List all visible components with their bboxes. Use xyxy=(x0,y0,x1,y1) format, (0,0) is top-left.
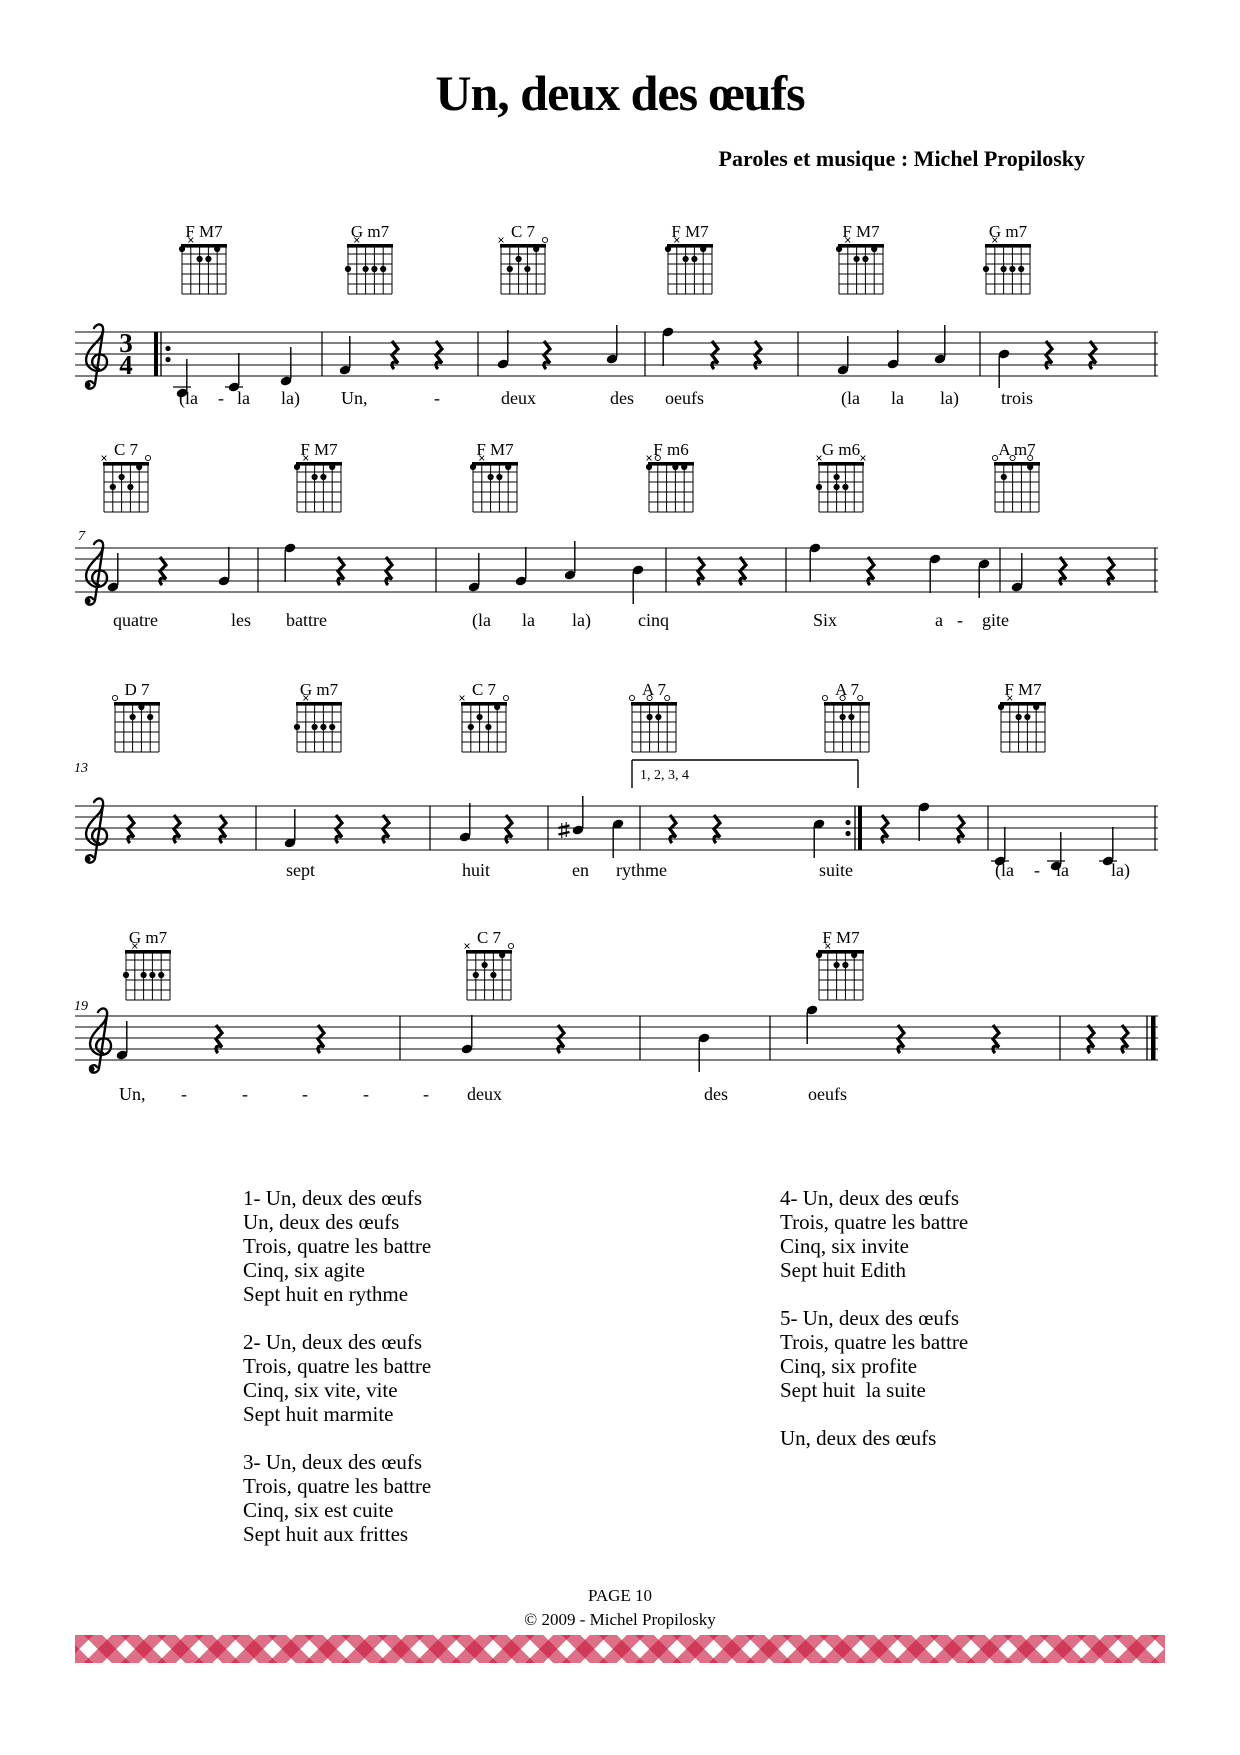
chord-diagram xyxy=(499,222,548,294)
verse-line xyxy=(780,1282,968,1306)
quarter-note-icon xyxy=(461,1015,474,1055)
lyric-syllable: - xyxy=(363,1084,369,1104)
verse-line: Sept huit en rythme xyxy=(243,1282,409,1306)
finger-dot xyxy=(494,704,500,710)
treble-clef-icon xyxy=(85,324,107,388)
quarter-note-icon xyxy=(918,801,931,841)
music-system xyxy=(74,680,1158,881)
quarter-note-icon xyxy=(218,547,231,587)
lyric-syllable: deux xyxy=(467,1084,502,1104)
lyric-syllable: - xyxy=(434,388,440,408)
chord-name: F M7 xyxy=(671,222,709,241)
verses-column-right xyxy=(780,1186,968,1450)
finger-dot xyxy=(470,464,476,470)
lyric-syllable: a xyxy=(935,610,943,630)
finger-dot xyxy=(149,972,155,978)
verse-line xyxy=(780,1402,968,1426)
copyright-notice: © 2009 - Michel Propilosky xyxy=(524,1610,716,1629)
finger-dot xyxy=(477,714,483,720)
chord-diagram xyxy=(102,440,151,512)
volta-label: 1, 2, 3, 4 xyxy=(640,768,689,783)
quarter-note-icon xyxy=(515,547,528,587)
lyric-syllable: la xyxy=(522,610,535,630)
chord-diagram xyxy=(465,928,514,1000)
finger-dot xyxy=(197,256,203,262)
quarter-note-icon xyxy=(606,325,619,365)
finger-dot xyxy=(482,962,488,968)
quarter-note-icon xyxy=(497,330,510,370)
finger-dot xyxy=(1001,474,1007,480)
finger-dot xyxy=(147,714,153,720)
chord-diagram xyxy=(294,440,342,512)
finger-dot xyxy=(312,474,318,480)
finger-dot xyxy=(499,952,505,958)
finger-dot xyxy=(655,714,661,720)
finger-dot xyxy=(110,484,116,490)
lyric-syllable: des xyxy=(704,1084,728,1104)
verse-line: 2- Un, deux des œufs xyxy=(243,1330,423,1354)
finger-dot xyxy=(496,474,502,480)
verse-line: Trois, quatre les battre xyxy=(243,1474,432,1498)
chord-diagram xyxy=(646,440,694,512)
finger-dot xyxy=(141,972,147,978)
chord-diagram xyxy=(629,680,677,752)
verse-line: Cinq, six est cuite xyxy=(243,1498,394,1522)
chord-diagram xyxy=(998,680,1046,752)
finger-dot xyxy=(834,474,840,480)
finger-dot xyxy=(665,246,671,252)
music-system xyxy=(75,440,1158,631)
quarter-note-icon xyxy=(809,542,822,582)
lyric-syllable: (la xyxy=(179,388,198,408)
lyric-line xyxy=(286,860,1130,881)
lyric-syllable: cinq xyxy=(638,610,669,630)
chord-name: G m7 xyxy=(350,222,390,241)
finger-dot xyxy=(1024,714,1030,720)
open-string-marker xyxy=(822,695,827,700)
finger-dot xyxy=(127,484,133,490)
finger-dot xyxy=(700,246,706,252)
lyric-syllable: suite xyxy=(819,860,853,880)
lyric-syllable: trois xyxy=(1001,388,1034,408)
finger-dot xyxy=(214,246,220,252)
finger-dot xyxy=(473,972,479,978)
open-string-marker xyxy=(992,455,997,460)
chord-diagram xyxy=(822,680,870,752)
verse-line xyxy=(243,1426,431,1450)
lyric-syllable: la) xyxy=(572,610,591,630)
lyric-syllable: - xyxy=(218,388,224,408)
lyric-syllable: la) xyxy=(1111,860,1130,880)
verse-line: Sept huit la suite xyxy=(780,1378,926,1402)
open-string-marker xyxy=(145,455,150,460)
finger-dot xyxy=(123,972,129,978)
chord-name: C 7 xyxy=(471,680,497,699)
finger-dot xyxy=(854,256,860,262)
chord-name: F M7 xyxy=(300,440,338,459)
verse-line: Cinq, six invite xyxy=(780,1234,909,1258)
song-title: Un, deux des œufs xyxy=(435,65,805,121)
verse-line: Sept huit marmite xyxy=(243,1402,394,1426)
finger-dot xyxy=(1001,266,1007,272)
lyric-syllable: en xyxy=(572,860,589,880)
lyric-line xyxy=(179,388,1033,409)
verse-line xyxy=(243,1306,431,1330)
finger-dot xyxy=(294,464,300,470)
finger-dot xyxy=(851,952,857,958)
finger-dot xyxy=(842,484,848,490)
lyric-syllable: - xyxy=(1034,860,1040,880)
lyric-syllable: deux xyxy=(501,388,536,408)
lyric-syllable: Un, xyxy=(119,1084,146,1104)
chord-name: F M7 xyxy=(476,440,514,459)
chord-diagram xyxy=(816,440,866,512)
chord-name: F m6 xyxy=(653,440,689,459)
chord-name: C 7 xyxy=(476,928,502,947)
music-system xyxy=(75,222,1158,409)
verses-column-left xyxy=(243,1186,431,1546)
measure-number: 7 xyxy=(78,529,85,544)
chord-name: F M7 xyxy=(842,222,880,241)
quarter-note-icon xyxy=(284,809,297,849)
lyric-syllable: oeufs xyxy=(665,388,704,408)
lyric-syllable: battre xyxy=(286,610,327,630)
quarter-note-icon xyxy=(929,553,942,593)
chord-diagram xyxy=(123,928,171,1000)
quarter-note-icon xyxy=(459,803,472,843)
finger-dot xyxy=(1009,266,1015,272)
lyric-line xyxy=(113,610,1009,631)
chord-name: F M7 xyxy=(1004,680,1042,699)
lyric-syllable: - xyxy=(423,1084,429,1104)
open-string-marker xyxy=(503,695,508,700)
finger-dot xyxy=(488,474,494,480)
finger-dot xyxy=(516,256,522,262)
quarter-note-icon xyxy=(632,564,645,604)
finger-dot xyxy=(1033,704,1039,710)
lyric-syllable: la xyxy=(1056,860,1069,880)
finger-dot xyxy=(329,464,335,470)
lyric-line xyxy=(119,1084,847,1104)
quarter-note-icon xyxy=(934,325,947,365)
finger-dot xyxy=(507,266,513,272)
quarter-note-icon xyxy=(612,818,625,858)
open-string-marker xyxy=(112,695,117,700)
lyric-syllable: rythme xyxy=(616,860,667,880)
finger-dot xyxy=(468,724,474,730)
finger-dot xyxy=(312,724,318,730)
finger-dot xyxy=(320,724,326,730)
open-string-marker xyxy=(542,237,547,242)
finger-dot xyxy=(836,246,842,252)
finger-dot xyxy=(862,256,868,262)
chord-diagram xyxy=(983,222,1031,294)
chord-name: C 7 xyxy=(113,440,139,459)
finger-dot xyxy=(647,714,653,720)
chord-diagram xyxy=(179,222,227,294)
lyric-syllable: des xyxy=(610,388,634,408)
finger-dot xyxy=(345,266,351,272)
chord-name: G m7 xyxy=(299,680,339,699)
finger-dot xyxy=(834,962,840,968)
finger-dot xyxy=(136,464,142,470)
lyric-syllable: (la xyxy=(995,860,1014,880)
verse-line: 5- Un, deux des œufs xyxy=(780,1306,960,1330)
finger-dot xyxy=(130,714,136,720)
chord-name: F M7 xyxy=(185,222,223,241)
verse-line: Sept huit Edith xyxy=(780,1258,906,1282)
lyric-syllable: - xyxy=(957,610,963,630)
quarter-note-icon xyxy=(339,336,352,376)
finger-dot xyxy=(294,724,300,730)
finger-dot xyxy=(871,246,877,252)
chord-diagram xyxy=(470,440,518,512)
verse-line: Cinq, six agite xyxy=(243,1258,365,1282)
finger-dot xyxy=(842,962,848,968)
verse-line: 4- Un, deux des œufs xyxy=(780,1186,960,1210)
finger-dot xyxy=(524,266,530,272)
verse-line: Trois, quatre les battre xyxy=(780,1330,969,1354)
finger-dot xyxy=(816,484,822,490)
finger-dot xyxy=(840,714,846,720)
finger-dot xyxy=(1016,714,1022,720)
treble-clef-icon xyxy=(89,1008,111,1072)
lyric-syllable: Six xyxy=(813,610,838,630)
treble-clef-icon xyxy=(85,540,107,604)
music-system xyxy=(74,928,1158,1104)
chord-diagram xyxy=(294,680,342,752)
finger-dot xyxy=(1027,464,1033,470)
finger-dot xyxy=(179,246,185,252)
finger-dot xyxy=(983,266,989,272)
lyric-syllable: la xyxy=(891,388,904,408)
chord-diagram xyxy=(836,222,884,294)
finger-dot xyxy=(380,266,386,272)
lyric-syllable: gite xyxy=(982,610,1009,630)
lyric-syllable: (la xyxy=(841,388,860,408)
finger-dot xyxy=(329,724,335,730)
muted-string-marker xyxy=(460,696,465,701)
muted-string-marker xyxy=(465,944,470,949)
lyric-syllable: - xyxy=(181,1084,187,1104)
verse-line: Sept huit aux frittes xyxy=(243,1522,409,1546)
measure-number: 13 xyxy=(74,761,88,776)
finger-dot xyxy=(490,972,496,978)
lyric-syllable: - xyxy=(242,1084,248,1104)
open-string-marker xyxy=(629,695,634,700)
finger-dot xyxy=(691,256,697,262)
muted-string-marker xyxy=(499,238,504,243)
finger-dot xyxy=(205,256,211,262)
lyric-syllable: (la xyxy=(472,610,491,630)
lyric-syllable: Un, xyxy=(341,388,368,408)
gingham-ribbon xyxy=(75,1635,1165,1663)
chord-name: G m6 xyxy=(821,440,861,459)
chord-name: D 7 xyxy=(124,680,150,699)
finger-dot xyxy=(848,714,854,720)
verse-line: Trois, quatre les battre xyxy=(243,1234,432,1258)
finger-dot xyxy=(683,256,689,262)
lyric-syllable: la xyxy=(237,388,250,408)
chord-name: F M7 xyxy=(822,928,860,947)
finger-dot xyxy=(672,464,678,470)
finger-dot xyxy=(158,972,164,978)
lyric-syllable: - xyxy=(302,1084,308,1104)
muted-string-marker xyxy=(817,456,822,461)
muted-string-marker xyxy=(102,456,107,461)
chord-diagram xyxy=(345,222,393,294)
quarter-note-icon xyxy=(887,330,900,370)
finger-dot xyxy=(998,704,1004,710)
verse-line: 1- Un, deux des œufs xyxy=(243,1186,423,1210)
chord-diagram xyxy=(112,680,160,752)
chord-name: A m7 xyxy=(998,440,1036,459)
chord-name: C 7 xyxy=(510,222,536,241)
finger-dot xyxy=(138,704,144,710)
chord-diagram xyxy=(460,680,509,752)
open-string-marker xyxy=(508,943,513,948)
page-number: PAGE 10 xyxy=(587,1586,653,1605)
lyric-syllable: les xyxy=(231,610,251,630)
verse-line: Un, deux des œufs xyxy=(243,1210,400,1234)
quarter-note-icon xyxy=(837,336,850,376)
chord-diagram xyxy=(992,440,1040,512)
finger-dot xyxy=(646,464,652,470)
finger-dot xyxy=(485,724,491,730)
finger-dot xyxy=(505,464,511,470)
chord-name: A 7 xyxy=(834,680,860,699)
lyric-syllable: huit xyxy=(462,860,491,880)
quarter-note-icon xyxy=(564,541,577,581)
quarter-note-icon xyxy=(998,348,1011,388)
time-signature-numerator: 3 xyxy=(119,328,133,358)
composer-byline: Paroles et musique : Michel Propilosky xyxy=(718,146,1085,171)
chord-diagram xyxy=(816,928,864,1000)
finger-dot xyxy=(816,952,822,958)
lyric-syllable: la) xyxy=(281,388,300,408)
verse-line: 3- Un, deux des œufs xyxy=(243,1450,423,1474)
chord-name: G m7 xyxy=(988,222,1028,241)
quarter-note-icon xyxy=(280,347,293,387)
verse-line: Trois, quatre les battre xyxy=(780,1210,969,1234)
finger-dot xyxy=(119,474,125,480)
finger-dot xyxy=(371,266,377,272)
quarter-note-icon xyxy=(284,542,297,582)
finger-dot xyxy=(320,474,326,480)
verse-line: Trois, quatre les battre xyxy=(243,1354,432,1378)
time-signature-denominator: 4 xyxy=(119,350,133,380)
verse-line: Cinq, six vite, vite xyxy=(243,1378,398,1402)
muted-string-marker xyxy=(647,456,652,461)
finger-dot xyxy=(363,266,369,272)
verse-line: Un, deux des œufs xyxy=(780,1426,937,1450)
lyric-syllable: sept xyxy=(286,860,315,880)
finger-dot xyxy=(1018,266,1024,272)
measure-number: 19 xyxy=(74,999,88,1014)
finger-dot xyxy=(834,484,840,490)
chord-name: G m7 xyxy=(128,928,168,947)
chord-diagram xyxy=(665,222,713,294)
quarter-note-icon xyxy=(225,353,243,393)
quarter-note-icon xyxy=(813,818,826,858)
lyric-syllable: la) xyxy=(940,388,959,408)
muted-string-marker xyxy=(861,456,866,461)
quarter-note-icon xyxy=(662,326,675,366)
verse-line: Cinq, six profite xyxy=(780,1354,918,1378)
quarter-note-icon xyxy=(698,1032,711,1072)
finger-dot xyxy=(533,246,539,252)
lyric-syllable: quatre xyxy=(113,610,158,630)
finger-dot xyxy=(681,464,687,470)
lyric-syllable: oeufs xyxy=(808,1084,847,1104)
chord-name: A 7 xyxy=(641,680,667,699)
quarter-note-icon xyxy=(572,796,585,836)
sharp-icon xyxy=(559,822,570,838)
staff-lines xyxy=(75,548,1158,592)
treble-clef-icon xyxy=(85,798,107,862)
